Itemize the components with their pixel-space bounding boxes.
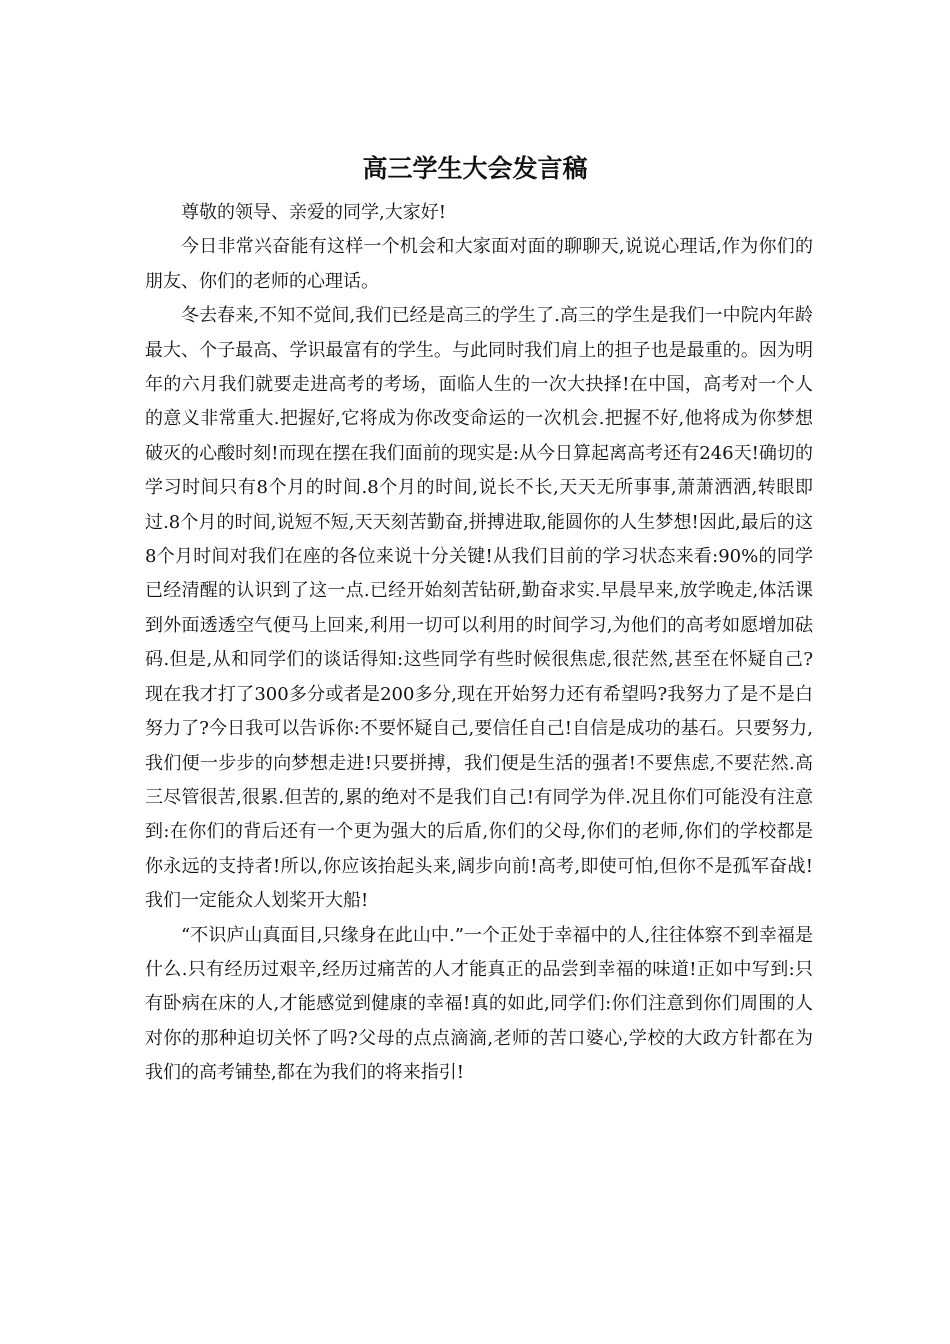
- paragraph-greeting: 尊敬的领导、亲爱的同学,大家好!: [181, 202, 446, 223]
- document-body: [145, 196, 813, 1091]
- paragraph-happiness: “不识庐山真面目,只缘身在此山中.”一个正处于幸福中的人,往往体察不到幸福是什么.只有经历过艰辛,经历过痛苦的人才能真正的品尝到幸福的味道!正如中写到:只有卧病在床的人,才能感觉到健康的幸福!真的如此,同学们:你们注意到你们周围的人对你的那种迫切关怀了吗?父母的点点滴滴,老师的苦口婆心,学校的大政方针都在为我们的高考铺垫,都在为我们的将来指引!: [145, 924, 813, 1084]
- paragraph-opening: 今日非常兴奋能有这样一个机会和大家面对面的聊聊天,说说心理话,作为你们的朋友、你们的老师的心理话。: [145, 236, 813, 292]
- document-title: 高三学生大会发言稿: [362, 154, 588, 183]
- paragraph-main: 冬去春来,不知不觉间,我们已经是高三的学生了.高三的学生是我们一中院内年龄最大、个子最高、学识最富有的学生。与此同时我们肩上的担子也是最重的。因为明年的六月我们就要走进高考的考场，面临人生的一次大抉择!在中国，高考对一个人的意义非常重大.把握好,它将成为你改变命运的一次机会.把握不好,他将成为你梦想破灭的心酸时刻!而现在摆在我们面前的现实是:从今日算起离高考还有246天!确切的学习时间只有8个月的时间.8个月的时间,说长不长,天天无所事事,萧萧洒洒,转眼即过.8个月的时间,说短不短,天天刻苦勤奋,拼搏进取,能圆你的人生梦想!因此,最后的这8个月时间对我们在座的各位来说十分关键!从我们目前的学习状态来看:90%的同学已经清醒的认识到了这一点.已经开始刻苦钻研,勤奋求实.早晨早来,放学晚走,体活课到外面透透空气便马上回来,利用一切可以利用的时间学习,为他们的高考如愿增加砝码.但是,从和同学们的谈话得知:这些同学有些时候很焦虑,很茫然,甚至在怀疑自己?现在我才打了300多分或者是200多分,现在开始努力还有希望吗?我努力了是不是白努力了?今日我可以告诉你:不要怀疑自己,要信任自己!自信是成功的基石。只要努力,我们便一步步的向梦想走进!只要拼搏，我们便是生活的强者!不要焦虑,不要茫然.高三尽管很苦,很累.但苦的,累的绝对不是我们自己!有同学为伴.况且你们可能没有注意到:在你们的背后还有一个更为强大的后盾,你们的父母,你们的老师,你们的学校都是你永远的支持者!所以,你应该抬起头来,阔步向前!高考,即使可怕,但你不是孤军奋战!我们一定能众人划桨开大船!: [145, 305, 813, 912]
